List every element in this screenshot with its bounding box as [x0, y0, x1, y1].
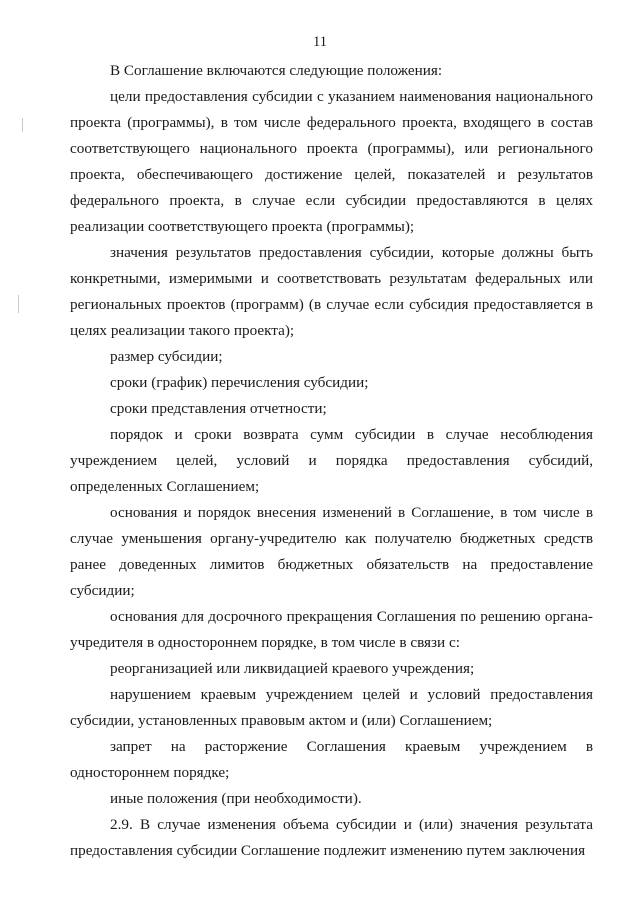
scan-margin-mark: [18, 295, 19, 313]
paragraph: нарушением краевым учреждением целей и условий предоставления субсидии, установленных правовым актом и (или) Соглашением;: [70, 686, 593, 729]
paragraph: иные положения (при необходимости).: [110, 790, 362, 807]
paragraph: запрет на расторжение Соглашения краевым учреждением в одностороннем порядке;: [70, 738, 593, 781]
paragraph: основания и порядок внесения изменений в Соглашение, в том числе в случае уменьшения органу-учредителю как получателю бюджетных средств ранее доведенных лимитов бюджетных обязательств на предоставление субсидии;: [70, 504, 593, 599]
page-number: 11: [313, 34, 327, 50]
paragraph: размер субсидии;: [110, 348, 223, 365]
scan-margin-mark: [22, 118, 23, 132]
paragraph: реорганизацией или ликвидацией краевого учреждения;: [110, 660, 475, 677]
paragraph: сроки (график) перечисления субсидии;: [110, 374, 369, 391]
paragraph: основания для досрочного прекращения Соглашения по решению органа-учредителя в одностороннем порядке, в том числе в связи с:: [70, 608, 593, 651]
paragraph: 2.9. В случае изменения объема субсидии и (или) значения результата предоставления субсидии Соглашение подлежит изменению путем заключения: [70, 816, 593, 859]
paragraph: порядок и сроки возврата сумм субсидии в случае несоблюдения учреждением целей, условий и порядка предоставления субсидий, определенных Соглашением;: [70, 426, 593, 495]
paragraph: сроки представления отчетности;: [110, 400, 327, 417]
paragraph: цели предоставления субсидии с указанием наименования национального проекта (программы), в том числе федерального проекта, входящего в состав соответствующего национального проекта (программы), или регионального проекта, обеспечивающего достижение целей, показателей и результатов федерального проекта, в случае если субсидии предоставляются в целях реализации соответствующего проекта (программы);: [70, 88, 593, 235]
paragraph: В Соглашение включаются следующие положения:: [110, 62, 443, 79]
document-body: [70, 58, 593, 864]
paragraph: значения результатов предоставления субсидии, которые должны быть конкретными, измеримыми и соответствовать результатам федеральных или региональных проектов (программ) (в случае если субсидия предоставляется в целях реализации такого проекта);: [70, 244, 593, 339]
